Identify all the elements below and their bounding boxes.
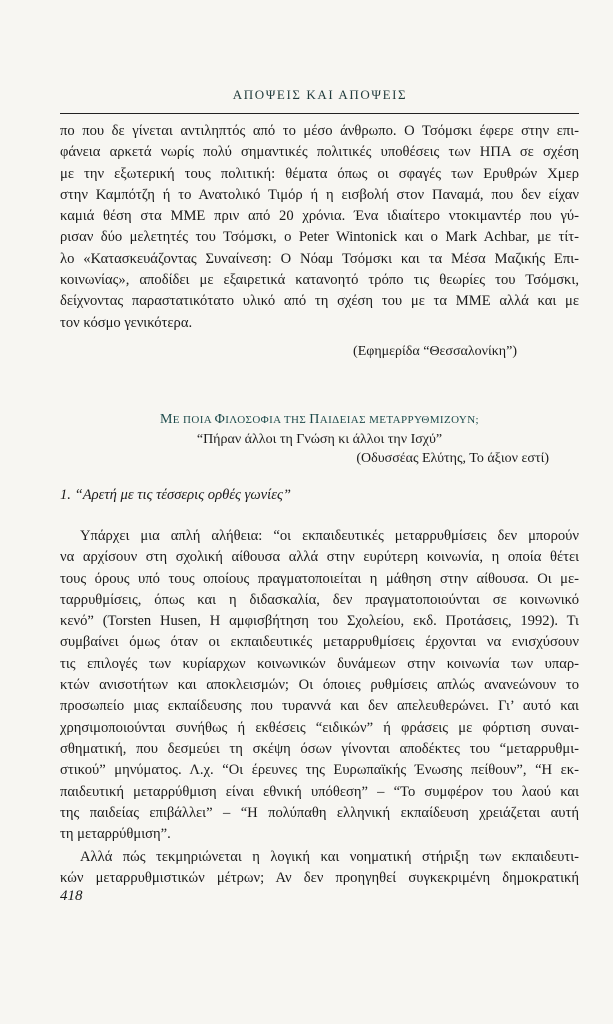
text-line: να αρχίσουν στη σχολική αίθουσα αλλά στην ευρύτερη κοινωνία, η οποία θέτει	[60, 549, 579, 566]
paragraph-continued	[60, 121, 579, 334]
epigraph-source: (Οδυσσέας Ελύτης, Το άξιον εστί)	[356, 451, 549, 466]
text-line: κοινωνίας», αποδίδει με εξαιρετικά κατανοητό τρόπο τις θεωρίες του Τσόμσκι,	[60, 272, 579, 289]
text-line: της παιδείας επιβάλλει” – “Η πολύπαθη ελληνική εκπαίδευση χρειάζεται αυτή	[60, 804, 579, 821]
text-line: προσωπείο μιας εκπαίδευσης που τυραννά και δεν απελευθερώνει. Γι’ αυτό και	[60, 698, 579, 715]
section-title-part: Φ	[214, 412, 226, 427]
header-rule	[60, 113, 579, 114]
text-line: φάνεια αρκετά νωρίς πολύ σημαντικές πολιτικές υποθέσεις των ΗΠΑ σε σχέση	[60, 144, 579, 161]
subheading: 1. “Αρετή με τις τέσσερις ορθές γωνίες”	[60, 487, 291, 503]
text-line: τον κόσμο γενικότερα.	[60, 314, 193, 331]
text-line: χρησιμοποιούνται συνήθως ή εκθέσεις “ειδικών” ή φράσεις με φόρτιση συναι-	[60, 719, 579, 736]
section-title	[60, 412, 579, 428]
quote-source: (Εφημερίδα “Θεσσαλονίκη”)	[353, 344, 517, 359]
text-line: τους όρους υπό τους οποίους πραγματοποιείται η μάθηση στην αίθουσα. Οι με-	[60, 570, 579, 587]
text-line: κών μεταρρυθμιστικών μέτρων; Αν δεν προηγηθεί συγκεκριμένη δημοκρατική	[60, 870, 579, 887]
text-line: καμιά θέση στα ΜΜΕ πριν από 20 χρόνια. Ένα ιδιαίτερο ντοκιμαντέρ που γύ-	[60, 208, 579, 225]
text-line: τις επιλογές των κυρίαρχων κοινωνικών δυνάμεων στην κοινωνία των υπαρ-	[60, 655, 579, 672]
text-line: ταρρυθμίσεις, όπως και η διδασκαλία, δεν πραγματοποιούνται σε κοινωνικό	[60, 591, 579, 608]
text-line: λο «Κατασκευάζοντας Συναίνεση: Ο Νόαμ Τσόμσκι και τα Μέσα Μαζικής Επι-	[60, 250, 579, 267]
text-line: δείχνοντας παραστατικότατο υλικό από τη σχέση του με τα ΜΜΕ αλλά και με	[60, 293, 579, 310]
text-line: σθηματική, που δεσμεύει τη σκέψη όσων γίνονται αποδέκτες του “μεταρρυθμι-	[60, 740, 579, 757]
section-title-part: ΑΙΔΕΙΑΣ ΜΕΤΑΡΡΥΘΜΙΖΟΥΝ;	[319, 414, 480, 426]
text-line: ρισαν δύο μελετητές του Τσόμσκι, ο Peter Wintonick και ο Mark Achbar, με τίτ-	[60, 229, 579, 246]
text-line: με την εξωτερική τους πολιτική: θέματα όπως οι σφαγές των Ερυθρών Χμερ	[60, 165, 579, 182]
text-line: κενό” (Torsten Husen, Η αμφισβήτηση του Σχολείου, εκδ. Προτάσεις, 1992). Τι	[60, 613, 579, 630]
page-number: 418	[60, 888, 83, 904]
text-line: συμβαίνει όμως όταν οι εκπαιδευτικές μεταρρυθμίσεις έρχονται να ενισχύσουν	[60, 634, 579, 651]
text-line: στικού” μηνύματος. Λ.χ. “Οι έρευνες της Ευρωπαϊκής Ένωσης πείθουν”, “Η εκ-	[60, 762, 579, 779]
section-title-part: Ε ΠΟΙΑ	[172, 414, 215, 426]
text-line: Υπάρχει μια απλή αλήθεια: “οι εκπαιδευτικές μεταρρυθμίσεις δεν μπορούν	[80, 528, 579, 544]
running-head: ΑΠΟΨΕΙΣ ΚΑΙ ΑΠΟΨΕΙΣ	[232, 87, 408, 102]
text-line: Αλλά πώς τεκμηριώνεται η λογική και νοηματική στήριξη των εκπαιδευτι-	[80, 849, 579, 865]
text-line: παιδευτική μεταρρύθμιση είναι εθνική υπόθεση” – “Το συμφέρον του λαού και	[60, 783, 579, 800]
text-line: πο που δε γίνεται αντιληπτός από το μέσο άνθρωπο. Ο Τσόμσκι έφερε στην επι-	[60, 123, 579, 139]
paragraph-next	[60, 847, 579, 890]
paragraph-main	[60, 526, 579, 845]
text-line: στην Καμπότζη ή το Ανατολικό Τιμόρ ή η εισβολή στον Παναμά, που δεν είχαν	[60, 186, 579, 203]
text-line: τη μεταρρύθμιση”.	[60, 826, 171, 843]
text-line: κτών ανισοτήτων και αποκλεισμών; Οι όποιες ρυθμίσεις απλώς ανανεώνουν το	[60, 677, 579, 694]
section-title-part: Μ	[159, 412, 173, 427]
section-title-part: ΙΛΟΣΟΦΙΑ ΤΗΣ	[225, 414, 310, 426]
section-title-part: Π	[309, 412, 320, 427]
epigraph: “Πήραν άλλοι τη Γνώση κι άλλοι την Ισχύ”	[196, 432, 443, 447]
